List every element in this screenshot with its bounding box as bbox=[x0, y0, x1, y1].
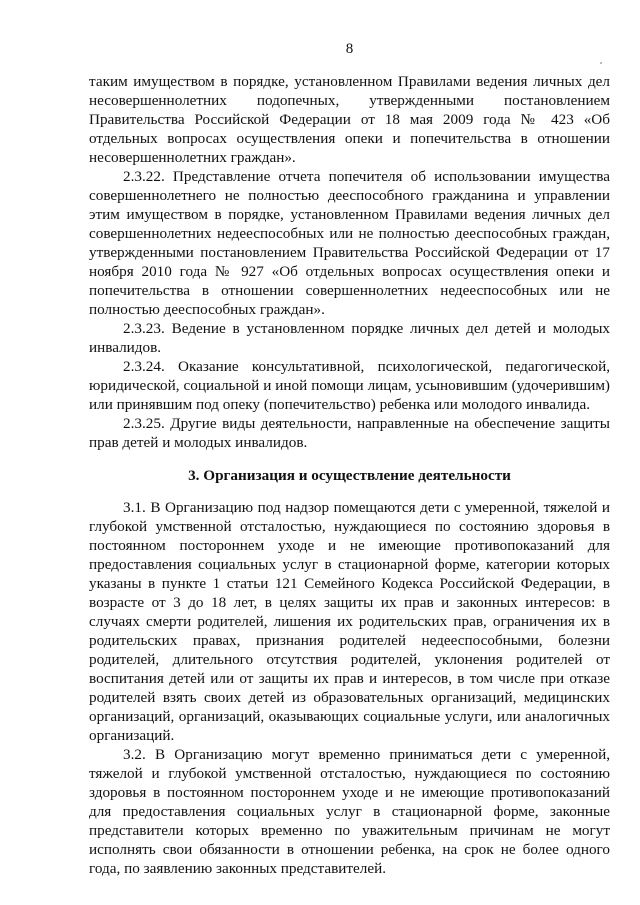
page-number: 8 bbox=[345, 41, 354, 57]
scan-speck bbox=[600, 62, 602, 64]
paragraph-2-3-22: 2.3.22. Представление отчета попечителя об использовании имущества совершеннолетнего не полностью дееспособного гражданина и управлении этим имуществом в порядке, установленном Правилами ведения личных дел совершеннолетних недееспособных или не полностью дееспособных граждан, утвержденными постановлением Правительства Российской Федерации от 17 ноября 2010 года № 927 «Об отдельных вопросах осуществления опеки и попечительства в отношении совершеннолетних недееспособных или не полностью дееспособных граждан». bbox=[89, 168, 610, 318]
paragraph-2-3-25: 2.3.25. Другие виды деятельности, направленные на обеспечение защиты прав детей и молодых инвалидов. bbox=[89, 415, 610, 451]
paragraph-3-2: 3.2. В Организацию могут временно приниматься дети с умеренной, тяжелой и глубокой умственной отсталостью, нуждающиеся по состоянию здоровья в постоянном постороннем уходе и не имеющие противопоказаний для предоставления социальных услуг в стационарной форме, законные представители которых временно по уважительным причинам не могут исполнять свои обязанности в отношении ребенка, на срок не более одного года, по заявлению законных представителей. bbox=[89, 746, 610, 877]
paragraph-2-3-23: 2.3.23. Ведение в установленном порядке личных дел детей и молодых инвалидов. bbox=[89, 320, 610, 356]
paragraph-continuation: таким имуществом в порядке, установленном Правилами ведения личных дел несовершеннолетних подопечных, утвержденными постановлением Правительства Российской Федерации от 18 мая 2009 года № 423 «Об отдельных вопросах осуществления опеки и попечительства в отношении несовершеннолетних граждан». bbox=[89, 73, 610, 166]
paragraph-2-3-24: 2.3.24. Оказание консультативной, психологической, педагогической, юридической, социальной и иной помощи лицам, усыновившим (удочерившим) или принявшим под опеку (попечительство) ребенка или молодого инвалида. bbox=[89, 358, 610, 413]
paragraph-3-1: 3.1. В Организацию под надзор помещаются дети с умеренной, тяжелой и глубокой умственной отсталостью, нуждающиеся по состоянию здоровья в постоянном постороннем уходе и не имеющие противопоказаний для предоставления социальных услуг в стационарной форме, категории которых указаны в пункте 1 статьи 121 Семейного Кодекса Российской Федерации, в возрасте от 3 до 18 лет, в целях защиты их прав и законных интересов: в случаях смерти родителей, лишения их родительских прав, ограничения их в родительских правах, признания родителей недееспособными, болезни родителей, длительного отсутствия родителей, уклонения родителей от воспитания детей или от защиты их прав и интересов, в том числе при отказе родителей взять своих детей из образовательных организаций, медицинских организаций, организаций, оказывающих социальные услуги, или аналогичных организаций. bbox=[89, 499, 610, 744]
section-heading: 3. Организация и осуществление деятельности bbox=[188, 467, 511, 484]
